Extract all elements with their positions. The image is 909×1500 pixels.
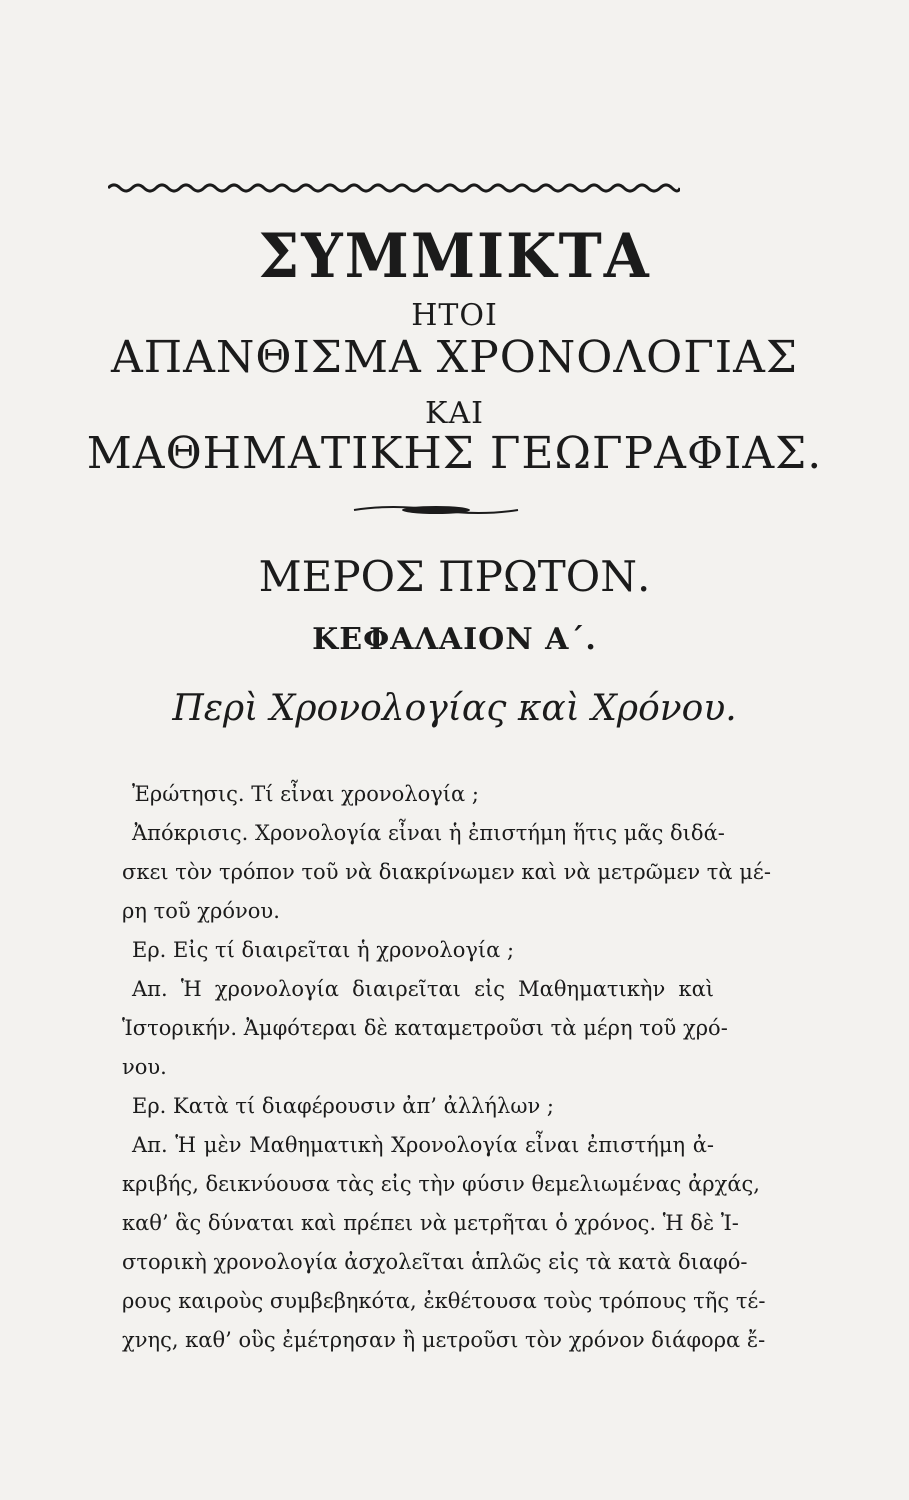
- subtitle-geography: ΜΑΘΗΜΑΤΙΚΗΣ ΓΕΩΓΡΑΦΙΑΣ.: [86, 428, 823, 479]
- body-text: [122, 775, 771, 1360]
- text-line: Ἱστορικήν. Ἀμφότεραι δὲ καταμετροῦσι τὰ μέρη τοῦ χρό-: [122, 1016, 728, 1040]
- text-line: Ἀπόκρισις. Χρονολογία εἶναι ἡ ἐπιστήμη ἥτις μᾶς διδά-: [132, 821, 725, 845]
- section-heading: Περὶ Χρονολογίας καὶ Χρόνου.: [172, 688, 737, 729]
- text-line: Ἐρώτησις. Τί εἶναι χρονολογία ;: [132, 782, 479, 806]
- text-line: Ερ. Κατὰ τί διαφέρουσιν ἀπ’ ἀλλήλων ;: [132, 1094, 554, 1118]
- page-title: ΣΥΜΜΙΚΤΑ: [258, 220, 651, 292]
- text-line: ρους καιροὺς συμβεβηκότα, ἐκθέτουσα τοὺς τρόπους τῆς τέ-: [122, 1289, 766, 1313]
- text-line: νου.: [122, 1055, 167, 1079]
- subtitle-chronology: ΑΠΑΝΘΙΣΜΑ ΧΡΟΝΟΛΟΓΙΑΣ: [110, 332, 798, 383]
- text-line: Απ. Ἡ μὲν Μαθηματικὴ Χρονολογία εἶναι ἐπιστήμη ἀ-: [132, 1133, 714, 1157]
- part-heading: ΜΕΡΟΣ ΠΡΩΤΟΝ.: [258, 552, 651, 601]
- text-line: σκει τὸν τρόπον τοῦ νὰ διακρίνωμεν καὶ νὰ μετρῶμεν τὰ μέ-: [122, 860, 771, 884]
- wavy-rule-divider: [108, 182, 680, 194]
- subtitle-kai: ΚΑΙ: [425, 396, 484, 431]
- text-line: Απ. Ἡ χρονολογία διαιρεῖται εἰς Μαθηματικὴν καὶ: [132, 977, 714, 1001]
- text-line: στορικὴ χρονολογία ἀσχολεῖται ἁπλῶς εἰς τὰ κατὰ διαφό-: [122, 1250, 748, 1274]
- text-line: κριβής, δεικνύουσα τὰς εἰς τὴν φύσιν θεμελιωμένας ἀρχάς,: [122, 1172, 760, 1196]
- chapter-heading: ΚΕΦΑΛΑΙΟΝ Α΄.: [312, 622, 597, 657]
- ornament-divider: [352, 502, 520, 518]
- text-line: Ερ. Εἰς τί διαιρεῖται ἡ χρονολογία ;: [132, 938, 515, 962]
- text-line: καθ’ ἃς δύναται καὶ πρέπει νὰ μετρῆται ὁ χρόνος. Ἡ δὲ Ἰ-: [122, 1211, 739, 1235]
- text-line: ρη τοῦ χρόνου.: [122, 899, 280, 923]
- subtitle-etoi: ΗΤΟΙ: [411, 298, 498, 333]
- text-line: χνης, καθ’ οὓς ἐμέτρησαν ἢ μετροῦσι τὸν χρόνον διάφορα ἔ-: [122, 1328, 766, 1352]
